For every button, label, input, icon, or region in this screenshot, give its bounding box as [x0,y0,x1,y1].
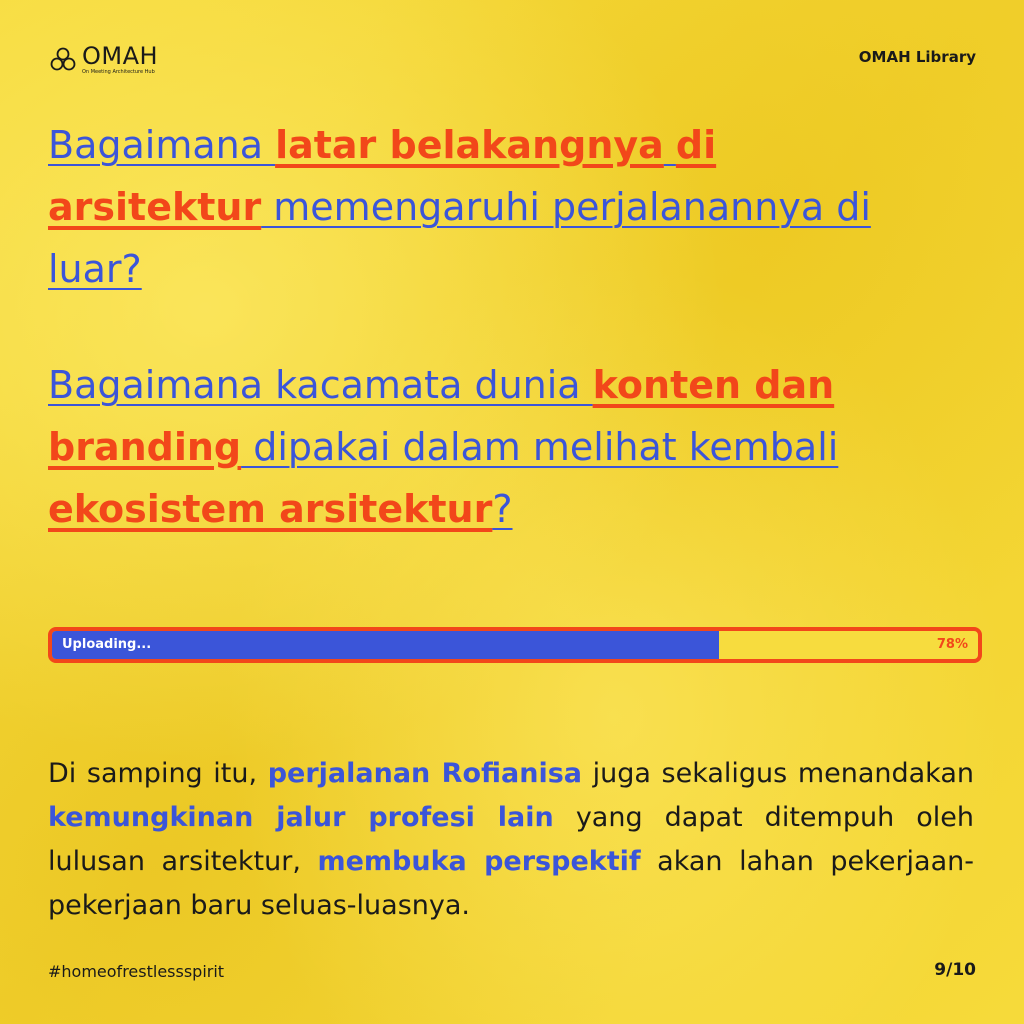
paragraph-text-1: Di samping itu, [48,758,268,789]
progress-percent: 78% [936,637,968,652]
logo-tagline: On Meeting Architecture Hub [82,69,155,75]
paragraph-bold-3: membuka perspektif [317,846,641,877]
page-number: 9/10 [934,960,976,980]
paragraph-bold-2: kemungkinan jalur profesi lain [48,802,554,833]
question-two-highlight-2: ekosistem arsitektur [48,487,493,531]
question-one-text-2 [664,123,676,167]
question-two-text-3: ? [492,487,513,531]
paragraph-text-3: yang dapat ditempuh oleh lulusan arsitektur, [48,802,974,877]
paragraph-text-2: juga sekaligus menandakan [582,758,974,789]
question-two-text-1: Bagaimana kacamata dunia [48,363,593,407]
hashtag: #homeofrestlessspirit [48,962,225,981]
question-two-text-2: dipakai dalam melihat kembali [241,425,839,469]
question-two-highlight-1: konten dan branding [48,363,835,469]
question-one-text-3: memengaruhi perjalanannya di luar? [48,185,871,291]
question-one [48,114,928,300]
body-paragraph [48,752,974,928]
logo-wordmark: OMAH [82,42,159,70]
progress-fill [52,631,719,659]
question-one-text-1: Bagaimana [48,123,276,167]
brand-logo [48,44,158,75]
trefoil-logo-icon [48,45,78,75]
question-one-highlight-2: di arsitektur [48,123,717,229]
upload-progress-bar [48,627,982,663]
question-two [48,354,928,540]
section-title: OMAH Library [858,48,976,66]
question-one-highlight-1: latar belakangnya [275,123,664,167]
paragraph-text-4: akan lahan pekerjaan-pekerjaan baru seluas-luasnya. [48,846,975,921]
paragraph-bold-1: perjalanan Rofianisa [267,758,583,789]
progress-label: Uploading... [62,637,152,652]
